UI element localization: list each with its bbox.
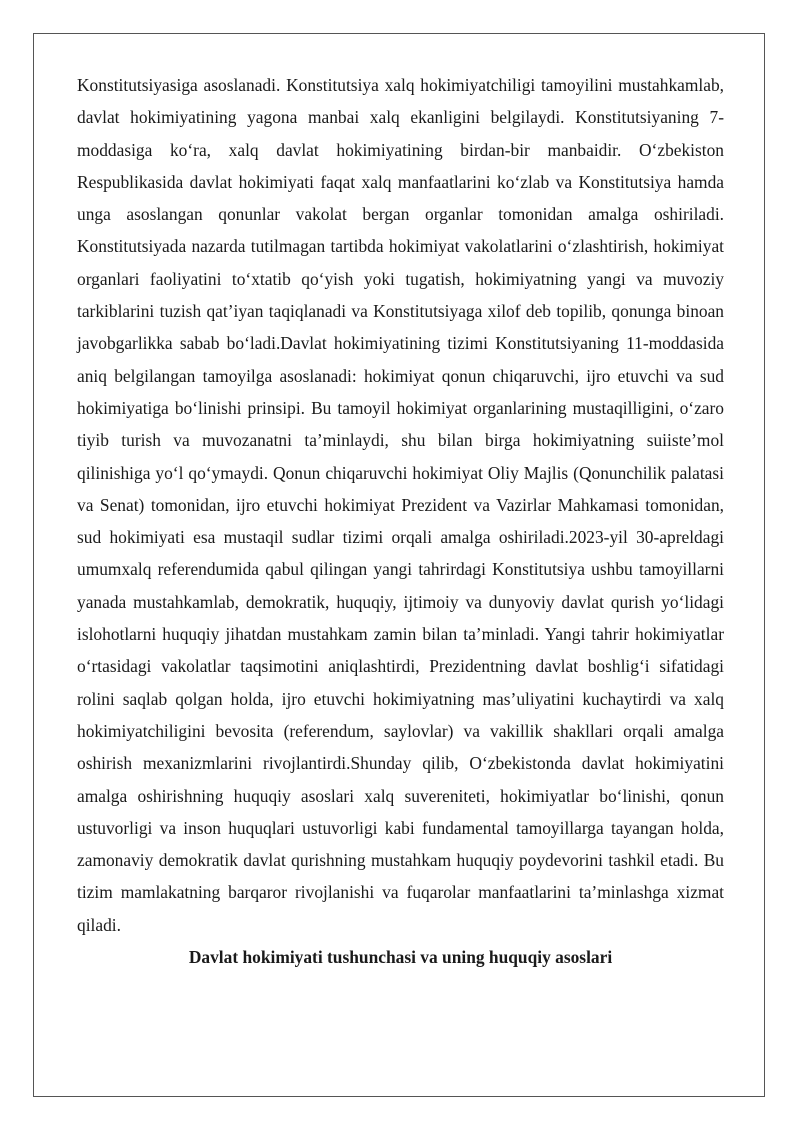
body-paragraph: Konstitutsiyasiga asoslanadi. Konstitutsiya xalq hokimiyatchiligi tamoyilini mustahkamlab, davlat hokimiyatining yagona manbai xalq ekanligini belgilaydi. Konstitutsiyaning 7-moddasiga ko‘ra, xalq davlat hokimiyatining birdan-bir manbaidir. O‘zbekiston Respublikasida davlat hokimiyati faqat xalq manfaatlarini ko‘zlab va Konstitutsiya hamda unga asoslangan qonunlar vakolat bergan organlar tomonidan amalga oshiriladi. Konstitutsiyada nazarda tutilmagan tartibda hokimiyat vakolatlarini o‘zlashtirish, hokimiyat organlari faoliyatini to‘xtatib qo‘yish yoki tugatish, hokimiyatning yangi va muvoziy tarkiblarini tuzish qat’iyan taqiqlanadi va Konstitutsiyaga xilof deb topilib, qonunga binoan javobgarlikka sabab bo‘ladi.Davlat hokimiyatining tizimi Konstitutsiyaning 11-moddasida aniq belgilangan tamoyilga asoslanadi: hokimiyat qonun chiqaruvchi, ijro etuvchi va sud hokimiyatiga bo‘linishi prinsipi. Bu tamoyil hokimiyat organlarining mustaqilligini, o‘zaro tiyib turish va muvozanatni ta’minlaydi, shu bilan birga hokimiyatning suiiste’mol qilinishiga yo‘l qo‘ymaydi. Qonun chiqaruvchi hokimiyat Oliy Majlis (Qonunchilik palatasi va Senat) tomonidan, ijro etuvchi hokimiyat Prezident va Vazirlar Mahkamasi tomonidan, sud hokimiyati esa mustaqil sudlar tizimi orqali amalga oshiriladi.2023-yil 30-apreldagi umumxalq referendumida qabul qilingan yangi tahrirdagi Konstitutsiya ushbu tamoyillarni yanada mustahkamlab, demokratik, huquqiy, ijtimoiy va dunyoviy davlat qurish yo‘lidagi islohotlarni huquqiy jihatdan mustahkam zamin bilan ta’minladi. Yangi tahrir hokimiyatlar o‘rtasidagi vakolatlar taqsimotini aniqlashtirdi, Prezidentning davlat boshlig‘i sifatidagi rolini saqlab qolgan holda, ijro etuvchi hokimiyatning mas’uliyatini kuchaytirdi va xalq hokimiyatchiligini bevosita (referendum, saylovlar) va vakillik shakllari orqali amalga oshirish mexanizmlarini rivojlantirdi.Shunday qilib, O‘zbekistonda davlat hokimiyatini amalga oshirishning huquqiy asoslari xalq suvereniteti, hokimiyatlar bo‘linishi, qonun ustuvorligi va inson huquqlari ustuvorligi kabi fundamental tamoyillarga tayangan holda, zamonaviy demokratik davlat qurishning mustahkam huquqiy poydevorini tashkil etadi. Bu tizim mamlakatning barqaror rivojlanishi va fuqarolar manfaatlarini ta’minlashga xizmat qiladi.	[77, 75, 724, 935]
document-body	[77, 69, 724, 973]
section-heading: Davlat hokimiyati tushunchasi va uning huquqiy asoslari	[188, 947, 613, 968]
